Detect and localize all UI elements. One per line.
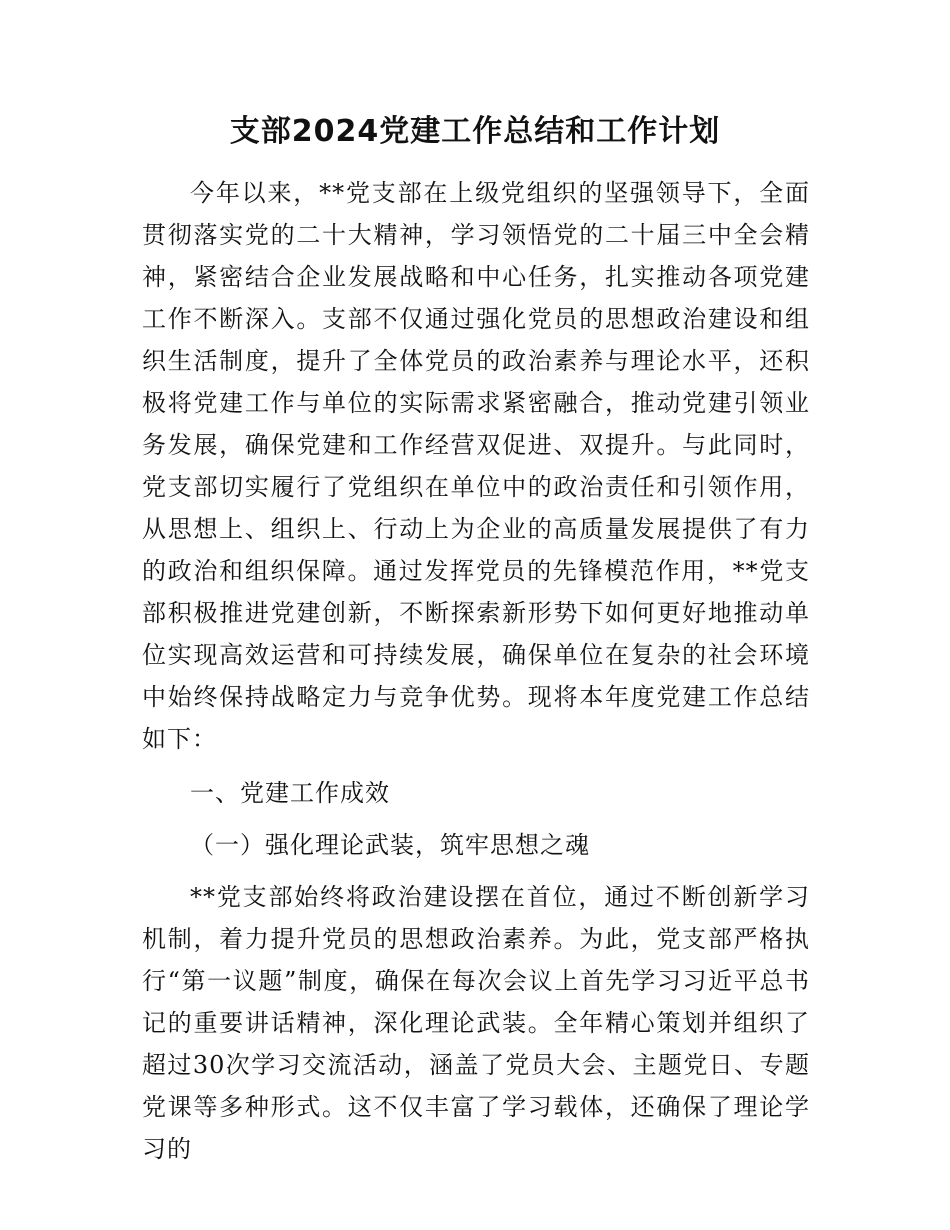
- body-paragraph: **党支部始终将政治建设摆在首位，通过不断创新学习机制，着力提升党员的思想政治素养。为此，党支部严格执行“第一议题”制度，确保在每次会议上首先学习习近平总书记的重要讲话精神，深化理论武装。全年精心策划并组织了超过30次学习交流活动，涵盖了党员大会、主题党日、专题党课等多种形式。这不仅丰富了学习载体，还确保了理论学习的: [142, 883, 810, 1163]
- section-heading: 一、党建工作成效: [190, 779, 390, 807]
- intro-paragraph: 今年以来，**党支部在上级党组织的坚强领导下，全面贯彻落实党的二十大精神，学习领悟党的二十届三中全会精神，紧密结合企业发展战略和中心任务，扎实推动各项党建工作不断深入。支部不仅通过强化党员的思想政治建设和组织生活制度，提升了全体党员的政治素养与理论水平，还积极将党建工作与单位的实际需求紧密融合，推动党建引领业务发展，确保党建和工作经营双促进、双提升。与此同时，党支部切实履行了党组织在单位中的政治责任和引领作用，从思想上、组织上、行动上为企业的高质量发展提供了有力的政治和组织保障。通过发挥党员的先锋模范作用，**党支部积极推进党建创新，不断探索新形势下如何更好地推动单位实现高效运营和可持续发展，确保单位在复杂的社会环境中始终保持战略定力与竞争优势。现将本年度党建工作总结如下：: [142, 179, 810, 753]
- subsection-heading: （一）强化理论武装，筑牢思想之魂: [190, 831, 590, 859]
- document-title: 支部2024党建工作总结和工作计划: [229, 114, 721, 149]
- document-body: [142, 172, 810, 1178]
